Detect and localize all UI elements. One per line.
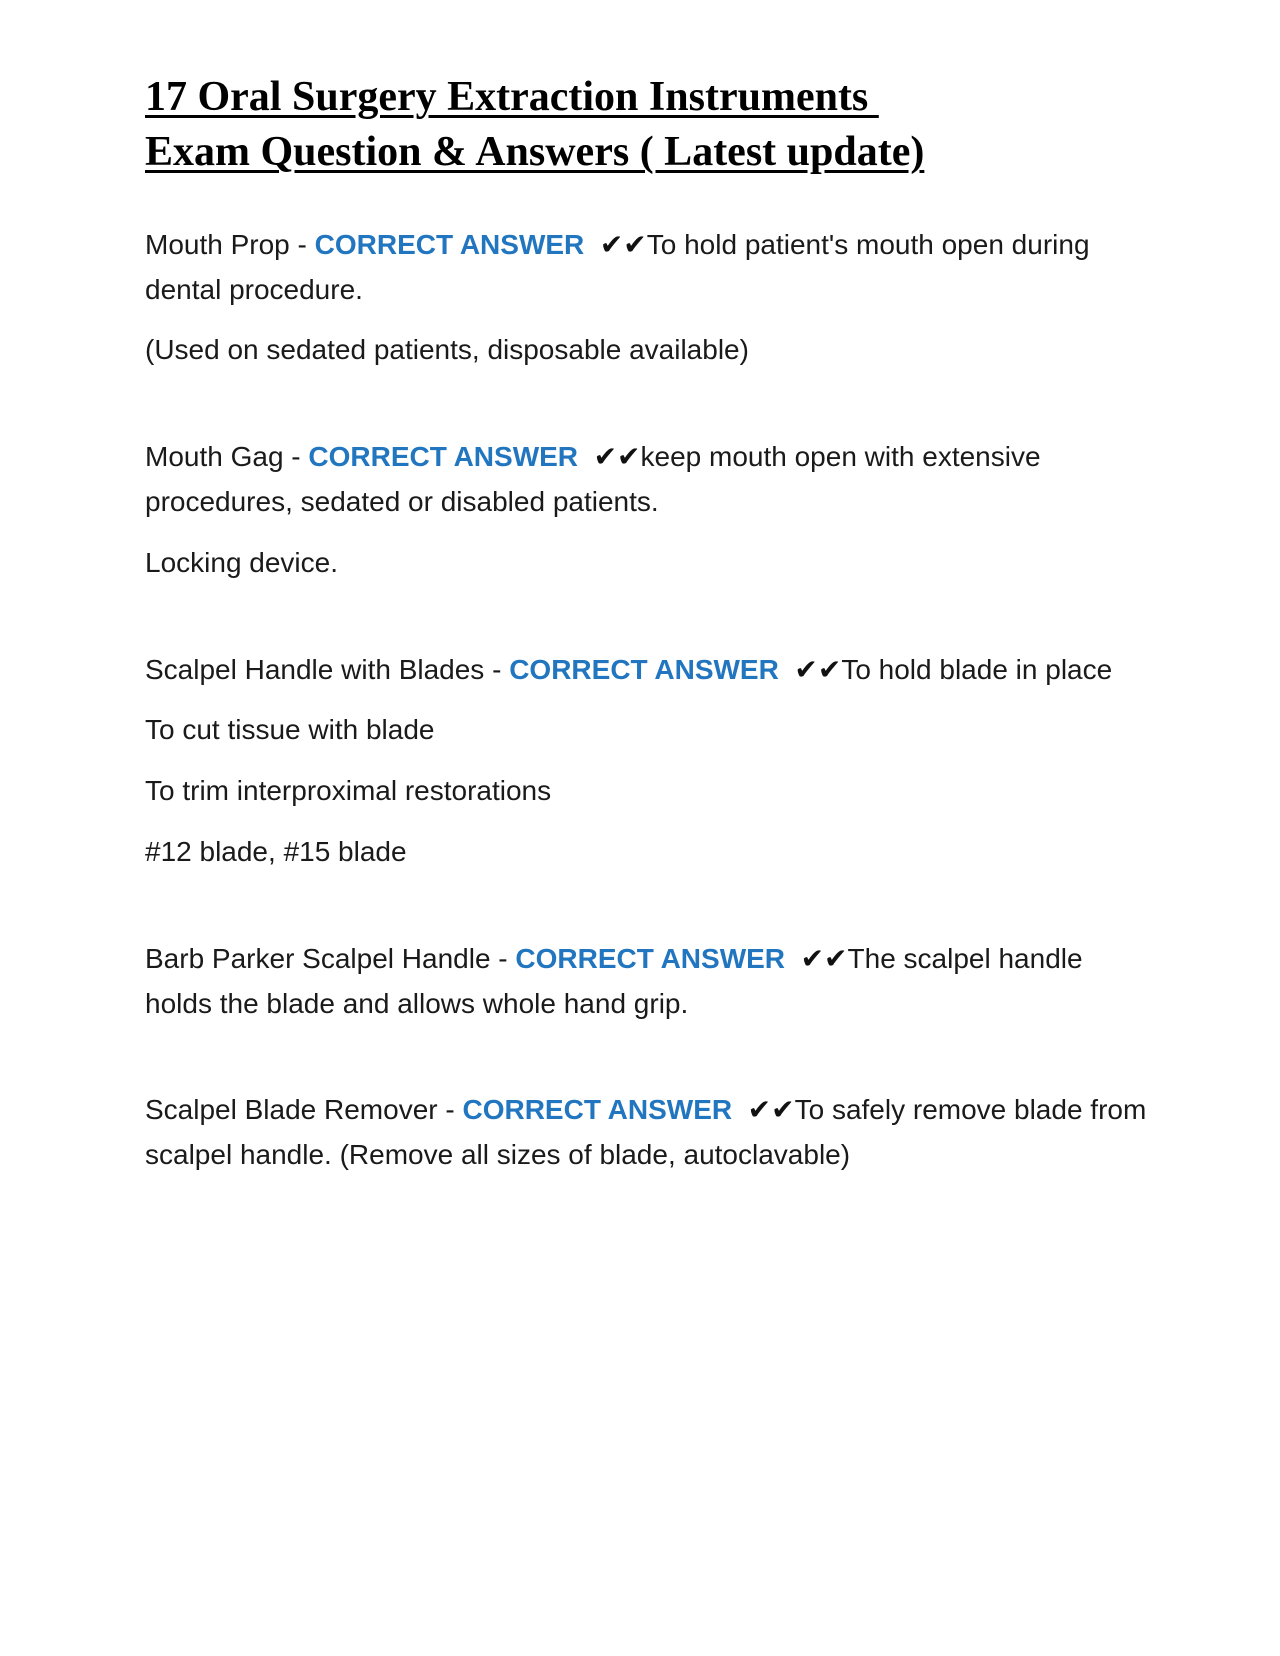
entry-main-paragraph: [145, 648, 1150, 693]
answer-text: To safely remove blade from scalpel handle. (Remove all sizes of blade, autoclavable): [145, 1094, 1155, 1171]
checkmarks-icon: ✔✔: [584, 228, 647, 260]
qa-entry: [145, 1088, 1155, 1178]
qa-entry: [145, 648, 1150, 875]
answer-text: The scalpel handle holds the blade and allows whole hand grip.: [145, 942, 1091, 1019]
entry-extra-line: (Used on sedated patients, disposable available): [145, 334, 749, 366]
checkmarks-icon: ✔✔: [578, 441, 641, 473]
correct-answer-label: CORRECT ANSWER: [515, 942, 786, 974]
title-line-2: Exam Question & Answers ( Latest update): [145, 129, 925, 176]
document-title: [145, 70, 1150, 181]
entry-extra-line: #12 blade, #15 blade: [145, 836, 407, 868]
answer-text: To hold blade in place: [841, 653, 1113, 685]
checkmarks-icon: ✔✔: [732, 1094, 795, 1126]
term-text: Scalpel Blade Remover -: [145, 1094, 463, 1126]
correct-answer-label: CORRECT ANSWER: [509, 653, 779, 685]
qa-entry: [145, 223, 1150, 373]
term-text: Mouth Gag -: [145, 441, 309, 473]
entry-extra-line: Locking device.: [145, 546, 339, 578]
correct-answer-label: CORRECT ANSWER: [314, 228, 585, 260]
entry-main-paragraph: [145, 435, 1150, 525]
qa-entry: [145, 435, 1150, 585]
term-text: Barb Parker Scalpel Handle -: [145, 942, 516, 974]
term-text: Scalpel Handle with Blades -: [145, 653, 510, 685]
entry-main-paragraph: [145, 1088, 1155, 1178]
title-line-1: 17 Oral Surgery Extraction Instruments: [145, 74, 879, 120]
entry-extra-line: To cut tissue with blade: [145, 714, 435, 746]
checkmarks-icon: ✔✔: [778, 653, 842, 685]
correct-answer-label: CORRECT ANSWER: [308, 441, 579, 473]
entry-main-paragraph: [145, 937, 1150, 1027]
answer-text: To hold patient's mouth open during dental procedure.: [145, 228, 1098, 305]
term-text: Mouth Prop -: [145, 228, 315, 260]
correct-answer-label: CORRECT ANSWER: [462, 1094, 733, 1126]
answer-text: keep mouth open with extensive procedures, sedated or disabled patients.: [145, 441, 1049, 518]
entry-extra-line: To trim interproximal restorations: [145, 775, 552, 807]
entry-main-paragraph: [145, 223, 1150, 313]
qa-entry: [145, 937, 1150, 1027]
checkmarks-icon: ✔✔: [785, 942, 848, 974]
